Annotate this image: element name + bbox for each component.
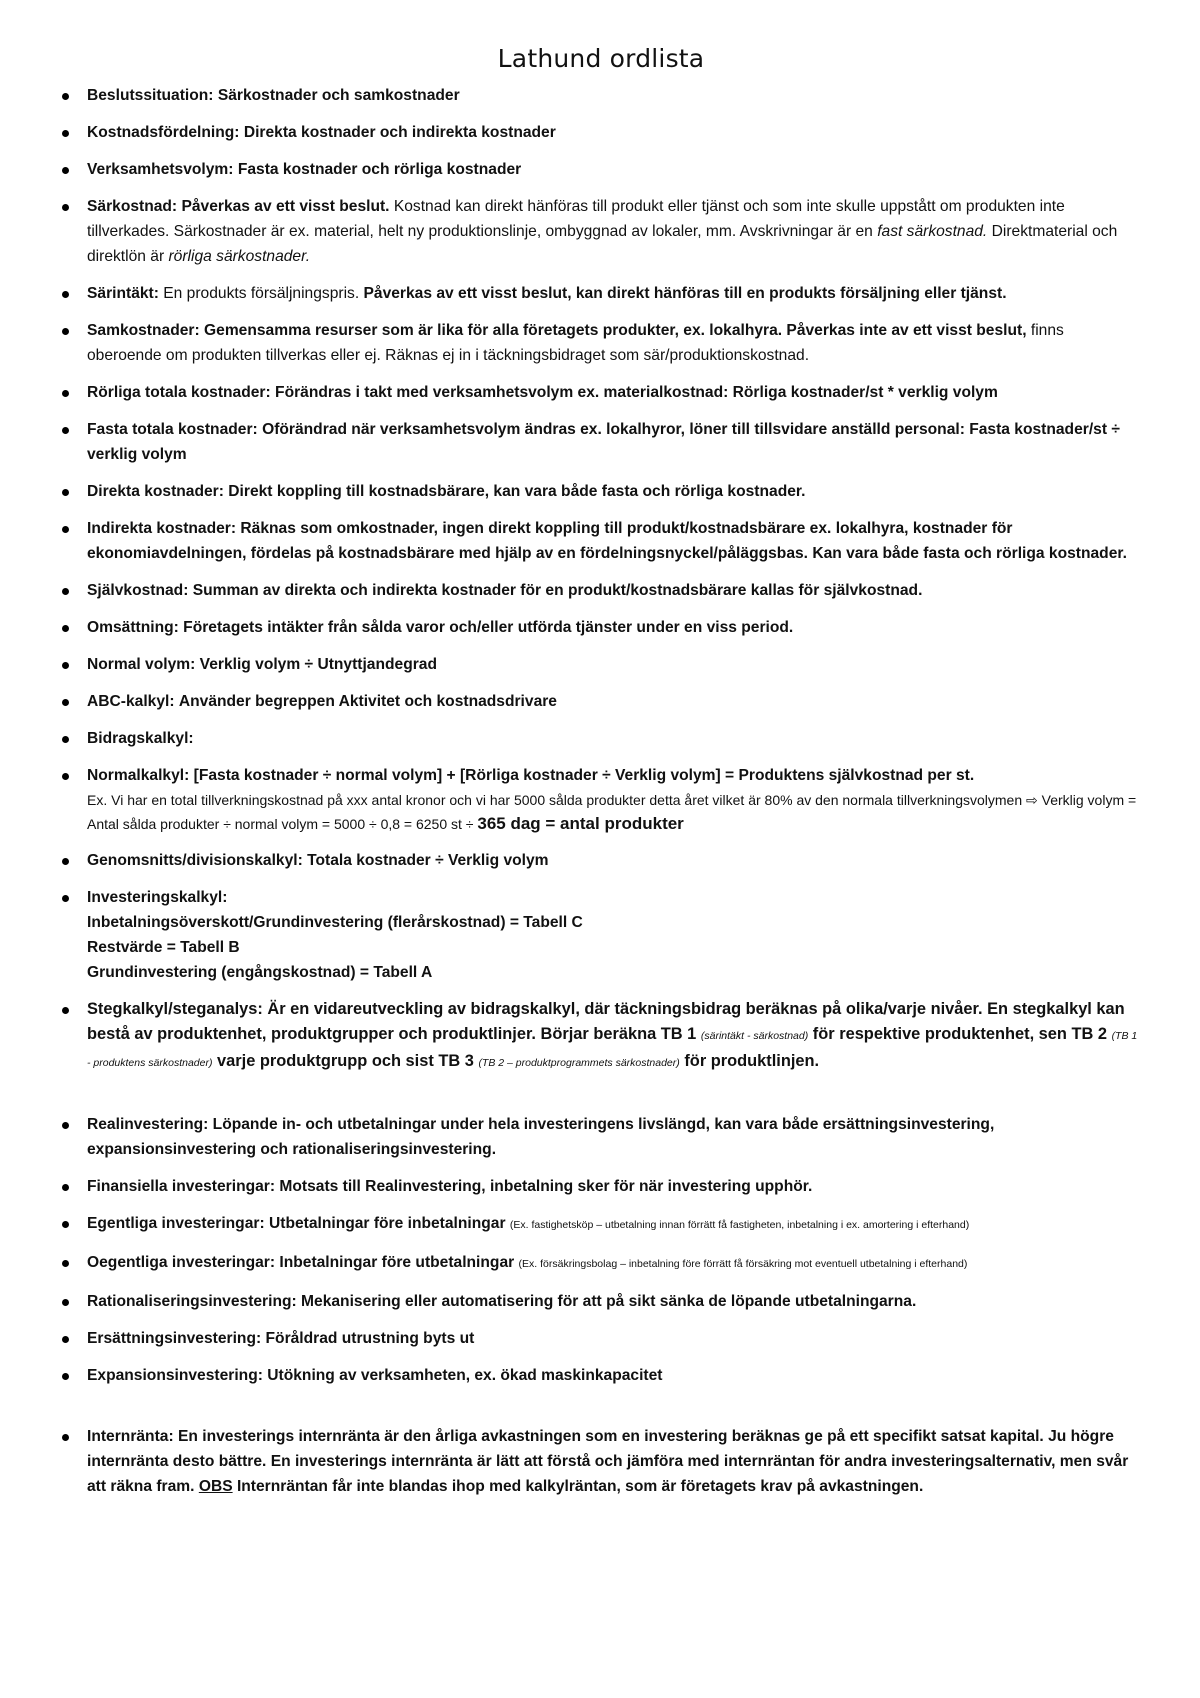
definition: En investerings internränta är den årliga avkastningen som en investering beräknas ge på ett specifikt satsat kapital. Ju högre internränta desto bättre. En investerings internränta är lätt att förstå och jämföra med internräntan för andra investeringsalternativ, men svår att räkna fram. [87,1428,1129,1495]
definition: finns oberoende om produkten tillverkas eller ej. Räknas ej in i täckningsbidraget som sär/produktionskostnad. [87,322,1064,364]
term: Kostnadsfördelning: [87,124,240,141]
definition: Internräntan får inte blandas ihop med kalkylräntan, som är företagets krav på avkastningen. [236,1478,924,1495]
page-title: Lathund ordlista [497,44,705,73]
term: Samkostnader: [87,322,200,339]
list-item [62,1326,1140,1351]
list-item [62,763,1140,836]
definition: Inbetalningar före utbetalningar [279,1254,515,1271]
definition: Särkostnader och samkostnader [217,87,460,104]
definition: [Fasta kostnader ÷ normal volym] + [Rörliga kostnader ÷ Verklig volym] = Produktens självkostnad per st. [193,767,975,784]
note: (särintäkt - särkostnad) [700,1030,809,1042]
list-item [62,1211,1140,1238]
definition: Direkta kostnader och indirekta kostnader [243,124,556,141]
definition: Verklig volym ÷ Utnyttjandegrad [199,656,437,673]
term: Särkostnad: [87,198,178,215]
formula-line: Grundinvestering (engångskostnad) = Tabell A [87,964,433,981]
term: Rörliga totala kostnader: [87,384,271,401]
term: Beslutssituation: [87,87,214,104]
list-item [62,157,1140,182]
glossary-list [62,83,1140,1499]
definition: varje produktgrupp och sist TB 3 [217,1052,474,1070]
term: Indirekta kostnader: [87,520,237,537]
definition: för respektive produktenhet, sen TB 2 [812,1025,1107,1043]
list-item [62,318,1140,368]
term: Omsättning: [87,619,179,636]
definition: Förändras i takt med verksamhetsvolym ex. materialkostnad: Rörliga kostnader/st * verklig volym [275,384,998,401]
formula-line: Restvärde = Tabell B [87,939,240,956]
list-item [62,194,1140,269]
list-item [62,689,1140,714]
list-item [62,1174,1140,1199]
definition: Motsats till Realinvestering, inbetalning sker för när investering upphör. [279,1178,813,1195]
definition: Oförändrad när verksamhetsvolym ändras ex. lokalhyror, löner till tillsvidare anställd personal: Fasta kostnader/st ÷ verklig volym [87,421,1120,463]
definition: Totala kostnader ÷ Verklig volym [307,852,549,869]
definition: Löpande in- och utbetalningar under hela investeringens livslängd, kan vara både ersättningsinvestering, expansionsinvestering och rationaliseringsinvestering. [87,1116,995,1158]
definition: Företagets intäkter från sålda varor och/eller utförda tjänster under en viss period. [183,619,794,636]
term: Finansiella investeringar: [87,1178,276,1195]
list-item [62,1363,1140,1388]
definition: Summan av direkta och indirekta kostnader för en produkt/kostnadsbärare kallas för självkostnad. [192,582,923,599]
term: Bidragskalkyl: [87,730,194,747]
example-body: Ex. Vi har en total tillverkningskostnad på xxx antal kronor och vi har 5000 sålda produkter detta året vilket är 80% av den normala tillverkningsvolymen ⇨ Verklig volym = Antal sålda produkter ÷ normal volym = 5000 ÷ 0,8 = 6250 st ÷ [87,792,1137,832]
list-item [62,885,1140,985]
list-item [62,1424,1140,1499]
list-item [62,417,1140,467]
term: Normalkalkyl: [87,767,190,784]
list-item [62,1112,1140,1162]
list-item [62,479,1140,504]
term: Genomsnitts/divisionskalkyl: [87,852,303,869]
term: Expansionsinvestering: [87,1367,263,1384]
term: ABC-kalkyl: [87,693,175,710]
term: Rationaliseringsinvestering: [87,1293,297,1310]
definition: Mekanisering eller automatisering för att på sikt sänka de löpande utbetalningarna. [301,1293,917,1310]
definition: Direktmaterial och direktlön är [87,223,1118,265]
list-item [62,652,1140,677]
term: Normal volym: [87,656,196,673]
definition: Påverkas av ett visst beslut. [181,198,390,215]
term: Stegkalkyl/steganalys: [87,1000,263,1018]
example-result: 365 dag = antal produkter [477,814,684,833]
definition: Påverkas av ett visst beslut, kan direkt hänföras till en produkts försäljning eller tjänst. [363,285,1007,302]
list-item [62,516,1140,566]
list-item [62,1250,1140,1277]
list-item [62,615,1140,640]
note: (TB 1 - produktens särkostnader) [87,1030,1138,1069]
definition-italic: rörliga särkostnader. [168,248,311,265]
term: Egentliga investeringar: [87,1215,265,1232]
definition: Gemensamma resurser som är lika för alla företagets produkter, ex. lokalhyra. Påverkas inte av ett visst beslut, [204,322,1027,339]
list-item [62,380,1140,405]
list-item [62,120,1140,145]
definition-italic: fast särkostnad. [877,223,988,240]
definition: Räknas som omkostnader, ingen direkt koppling till produkt/kostnadsbärare ex. lokalhyra, kostnader för ekonomiavdelningen, fördelas på kostnadsbärare med hjälp av en fördelningsnyckel/påläggsbas. Kan vara både fasta och rörliga kostnader. [87,520,1127,562]
definition: för produktlinjen. [684,1052,820,1070]
definition: Använder begreppen Aktivitet och kostnadsdrivare [178,693,557,710]
list-item [62,726,1140,751]
list-item [62,848,1140,873]
definition: Direkt koppling till kostnadsbärare, kan vara både fasta och rörliga kostnader. [228,483,806,500]
term: Realinvestering: [87,1116,209,1133]
term: Investeringskalkyl: [87,889,228,906]
term: Direkta kostnader: [87,483,224,500]
term: Särintäkt: [87,285,159,302]
list-item [62,1289,1140,1314]
term: Ersättningsinvestering: [87,1330,262,1347]
obs-label: OBS [198,1478,233,1495]
definition: Utbetalningar före inbetalningar [268,1215,506,1232]
definition: En produkts försäljningspris. [163,285,360,302]
definition: Fasta kostnader och rörliga kostnader [237,161,522,178]
definition: Föråldrad utrustning byts ut [265,1330,475,1347]
definition: Kostnad kan direkt hänföras till produkt eller tjänst och som inte skulle uppstått om produkten inte tillverkades. Särkostnader är ex. material, helt ny produktionslinje, ombyggnad av lokaler, mm. Avskrivningar är en [87,198,1065,240]
list-item [62,281,1140,306]
definition: Är en vidareutveckling av bidragskalkyl, där täckningsbidrag beräknas på olika/varje nivåer. En stegkalkyl kan bestå av produktenhet, produktgrupper och produktlinjer. Börjar beräkna TB 1 [87,1000,1125,1043]
term: Internränta: [87,1428,174,1445]
note: (Ex. fastighetsköp – utbetalning innan förrätt få fastigheten, inbetalning i ex. amortering i efterhand) [509,1219,970,1231]
formula-line: Inbetalningsöverskott/Grundinvestering (flerårskostnad) = Tabell C [87,914,583,931]
term: Oegentliga investeringar: [87,1254,276,1271]
note: (Ex. försäkringsbolag – inbetalning före förrätt få försäkring mot eventuell utbetalning i efterhand) [518,1258,968,1270]
list-item [62,83,1140,108]
list-item [62,578,1140,603]
list-item [62,997,1140,1076]
definition: Utökning av verksamheten, ex. ökad maskinkapacitet [267,1367,663,1384]
term: Självkostnad: [87,582,189,599]
term: Verksamhetsvolym: [87,161,234,178]
note: (TB 2 – produktprogrammets särkostnader) [478,1057,680,1069]
example-text [87,788,1140,836]
term: Fasta totala kostnader: [87,421,258,438]
